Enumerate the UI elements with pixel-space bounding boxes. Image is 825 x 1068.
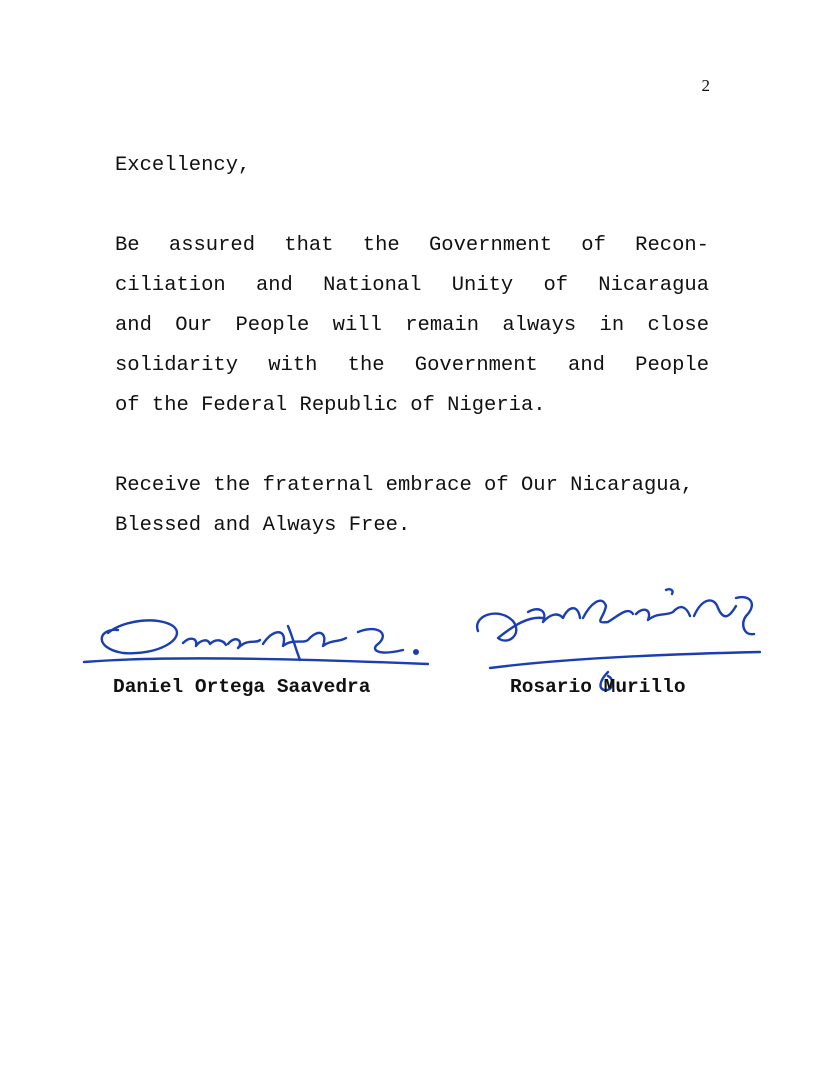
salutation: Excellency, bbox=[115, 154, 251, 177]
paragraph-line: and Our People will remain always in close bbox=[115, 314, 709, 337]
closing-paragraph bbox=[115, 473, 725, 553]
paragraph-line: ciliation and National Unity of Nicaragua bbox=[115, 274, 709, 297]
closing-line: Receive the fraternal embrace of Our Nicaragua, bbox=[115, 474, 694, 497]
signer-name-ortega: Daniel Ortega Saavedra bbox=[113, 676, 371, 698]
paragraph-line: of the Federal Republic of Nigeria. bbox=[115, 394, 546, 417]
paragraph-line: Be assured that the Government of Recon- bbox=[115, 234, 709, 257]
page-number: 2 bbox=[701, 76, 710, 95]
signature-ortega-icon bbox=[78, 598, 438, 678]
body-paragraph bbox=[115, 233, 709, 433]
closing-line: Blessed and Always Free. bbox=[115, 514, 411, 537]
signer-name-murillo: Rosario Murillo bbox=[510, 676, 686, 698]
paragraph-line: solidarity with the Government and People bbox=[115, 354, 709, 377]
